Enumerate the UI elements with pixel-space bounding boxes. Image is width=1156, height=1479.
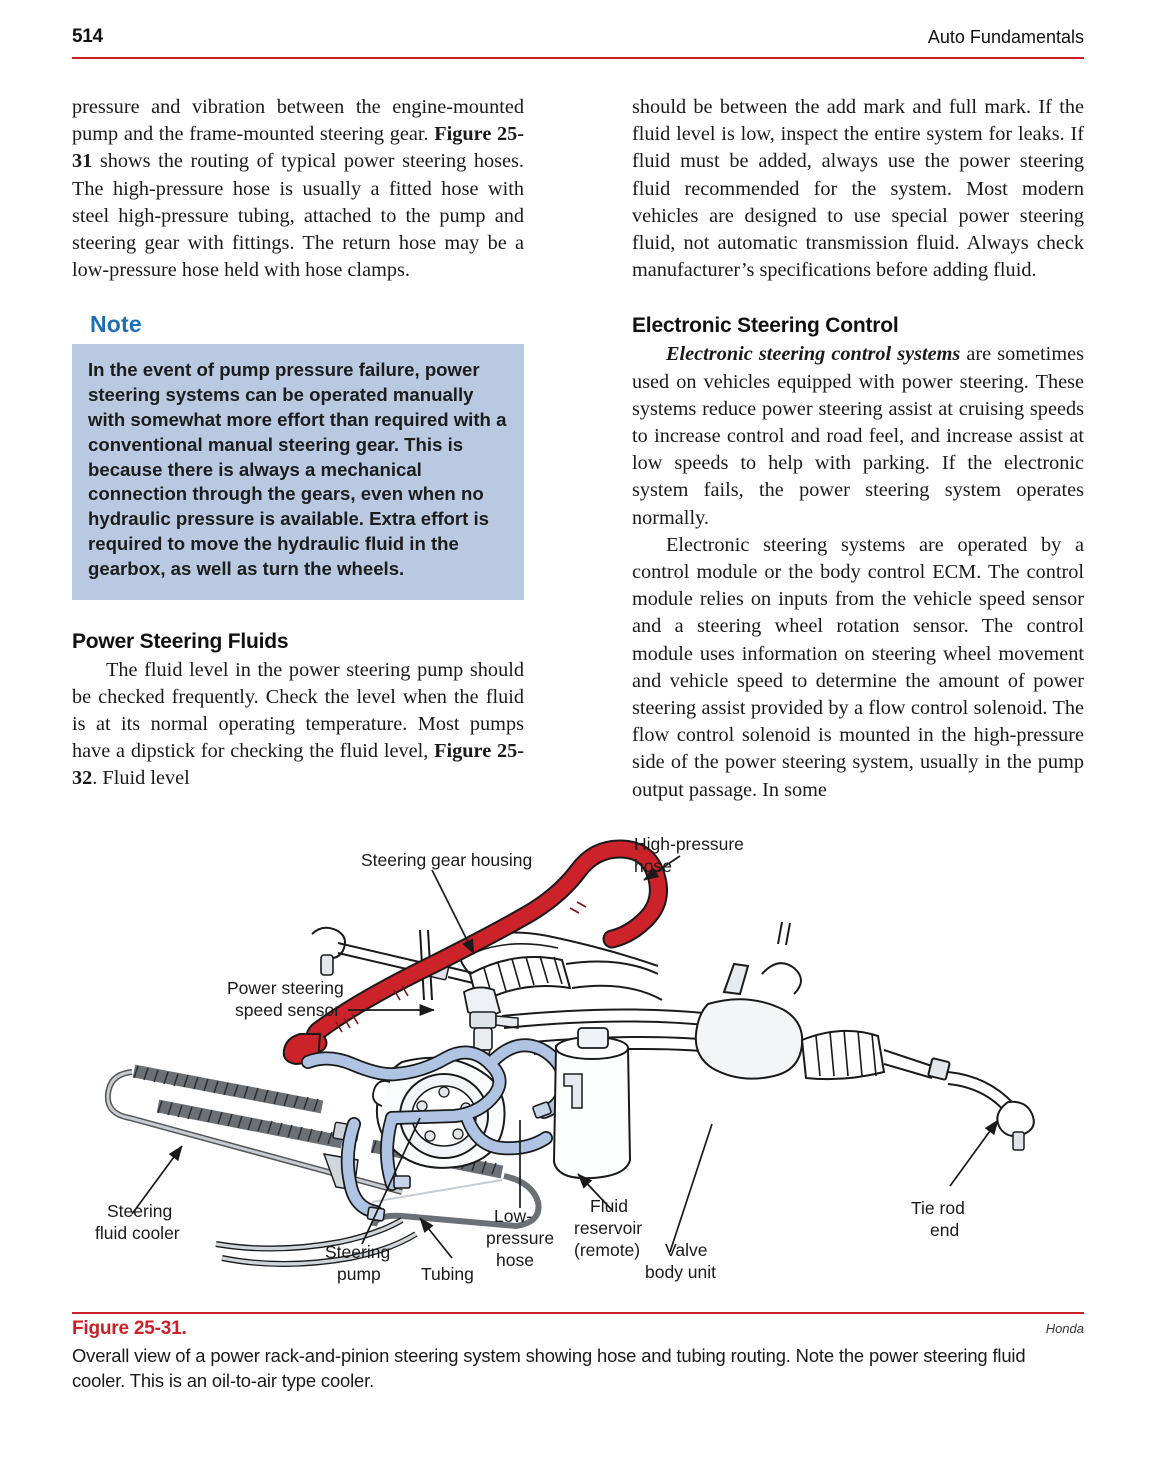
label-tubing: Tubing <box>421 1264 474 1284</box>
caption-rule <box>72 1312 1084 1314</box>
para2-part-c: . Fluid level <box>92 767 190 790</box>
figure-reference-25-32: Figure 25-32 <box>72 740 524 790</box>
label-fluid-reservoir-line2: reservoir <box>574 1218 643 1238</box>
page-number: 514 <box>72 26 103 47</box>
running-head <box>72 26 1084 60</box>
figure-25-31-illustration <box>72 824 1084 1316</box>
label-fluid-cooler-line2: fluid cooler <box>95 1223 180 1243</box>
label-fluid-reservoir-line3: (remote) <box>574 1240 641 1260</box>
paragraph-control-module: Electronic steering systems are operated by a control module or the body control ECM. The control module relies on inputs from the vehicle speed sensor and a steering wheel rotation sensor. The control module uses information on steering wheel movement and vehicle speed to determine the amount of power steering assist provided by a flow control solenoid. The flow control solenoid is mounted in the high-pressure side of the power steering system, usually in the pump output passage. In some <box>632 533 1084 801</box>
caption-figure-number: Figure 25-31. <box>72 1318 187 1339</box>
label-steering-gear-housing: Steering gear housing <box>361 850 533 870</box>
para-electronic-rest: are sometimes used on vehicles equipped with power steering. These systems reduce power steering assist at cruising speeds to increase control and road feel, and increase assist at low speeds to help with parking. If the electronic system fails, the power steering system operates normally. <box>632 343 1084 529</box>
para1-part-c: shows the routing of typical power steering hoses. The high-pressure hose is usually a fitted hose with steel high-pressure tubing, attached to the pump and steering gear with fittings. The return hose may be a low-pressure hose held with hose clamps. <box>72 150 524 282</box>
label-low-pressure-hose-line1: Low- <box>494 1206 532 1226</box>
label-steering-pump-line2: pump <box>337 1264 381 1284</box>
label-fluid-reservoir-line1: Fluid <box>590 1196 628 1216</box>
label-valve-body-unit-line1: Valve <box>665 1240 708 1260</box>
para2-part-a: The fluid level in the power steering pump should be checked frequently. Check the level when the fluid is at its normal operating temperature. Most pumps have a dipstick for checking the fluid level, <box>72 658 524 763</box>
book-title: Auto Fundamentals <box>927 27 1084 47</box>
note-block <box>72 311 524 599</box>
figure-caption <box>72 1318 1084 1393</box>
para1-part-a: pressure and vibration between the engine-mounted pump and the frame-mounted steering gear. <box>72 96 524 146</box>
paragraph-fluid-level <box>72 657 524 793</box>
label-low-pressure-hose-line2: pressure <box>486 1228 555 1248</box>
heading-electronic-steering-control: Electronic Steering Control <box>632 314 899 338</box>
label-low-pressure-hose-line3: hose <box>496 1250 534 1270</box>
note-body: In the event of pump pressure failure, power steering systems can be operated manually with somewhat more effort than required with a conventional manual steering gear. This is because there is always a mechanical connection through the gears, even when no hydraulic pressure is available. Extra effort is required to move the hydraulic fluid in the gearbox, as well as turn the wheels. <box>72 344 524 599</box>
leader-steering-gear-housing <box>432 870 474 954</box>
label-fluid-cooler-line1: Steering <box>107 1201 173 1221</box>
term-electronic-steering-control-systems: Electronic steering control systems <box>666 343 961 366</box>
caption-credit: Honda <box>1045 1321 1084 1336</box>
label-steering-pump-line1: Steering <box>325 1242 391 1262</box>
header-rule <box>72 57 1084 59</box>
label-tie-rod-end-line1: Tie rod <box>911 1198 965 1218</box>
leader-tie-rod-end <box>950 1120 998 1186</box>
left-column <box>72 94 524 793</box>
paragraph-hose-routing <box>72 94 524 284</box>
leader-valve-body-unit <box>670 1124 712 1252</box>
label-speed-sensor-line1: Power steering <box>227 978 344 998</box>
right-column <box>632 94 1084 804</box>
tie-rod-end-graphic <box>948 1072 1034 1150</box>
paragraph-electronic-systems <box>632 341 1084 531</box>
label-valve-body-unit-line2: body unit <box>645 1262 717 1282</box>
label-speed-sensor-line2: speed sensor <box>235 1000 341 1020</box>
heading-power-steering-fluids: Power Steering Fluids <box>72 629 289 653</box>
diagram-drawing <box>108 849 1034 1264</box>
paragraph-fluid-add-mark: should be between the add mark and full mark. If the fluid level is low, inspect the entire system for leaks. If fluid must be added, always use the power steering fluid recommended for the system. Most modern vehicles are designed to use special power steering fluid, not automatic transmission fluid. Always check manufacturer’s specifications before adding fluid. <box>632 96 1084 282</box>
figure-reference-25-31: Figure 25-31 <box>72 123 525 173</box>
label-tie-rod-end-line2: end <box>930 1220 960 1240</box>
fluid-reservoir-graphic <box>554 1028 630 1178</box>
note-title: Note <box>90 311 142 338</box>
leader-tubing <box>420 1218 452 1258</box>
label-high-pressure-hose-line2: hose <box>634 856 672 876</box>
caption-text: Overall view of a power rack-and-pinion steering system showing hose and tubing routing. Note the power steering fluid cooler. This is an oil-to-air type cooler. <box>72 1345 1026 1391</box>
label-high-pressure-hose-line1: High-pressure <box>634 834 744 854</box>
